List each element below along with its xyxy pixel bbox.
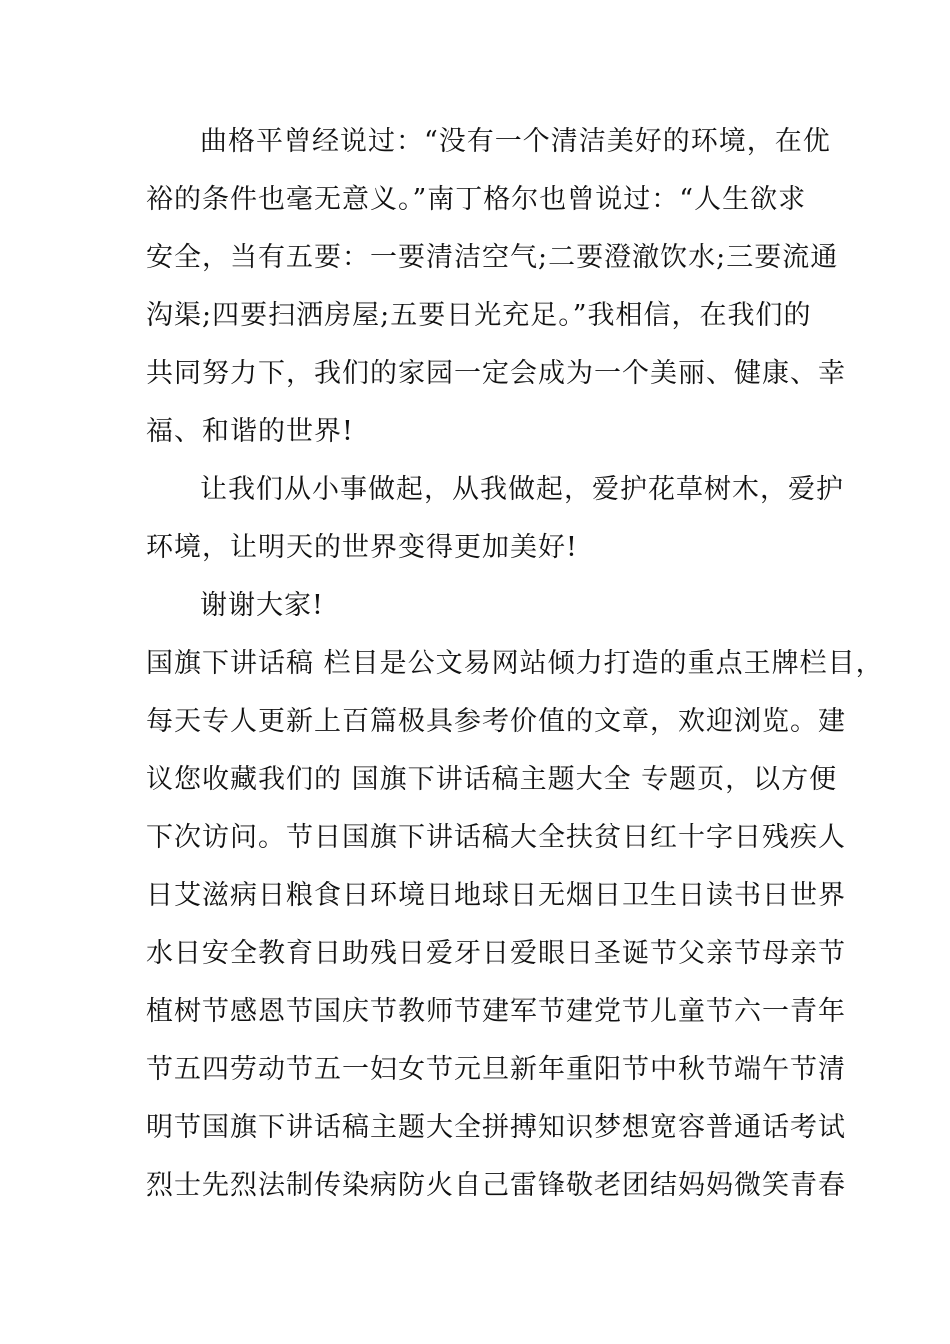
text-line: 植树节感恩节国庆节教师节建军节建党节儿童节六一青年 [146,996,846,1027]
text-line: 沟渠;四要扫洒房屋;五要日光充足。”我相信，在我们的 [146,300,812,331]
text-line: 水日安全教育日助残日爱牙日爱眼日圣诞节父亲节母亲节 [146,938,846,969]
text-line: 环境，让明天的世界变得更加美好! [146,532,578,563]
document-body [146,113,884,1215]
text-line: 议您收藏我们的 国旗下讲话稿主题大全 专题页，以方便 [146,764,838,795]
text-line: 曲格平曾经说过：“没有一个清洁美好的环境，在优 [200,126,831,157]
text-line: 谢谢大家! [200,590,324,621]
text-line: 每天专人更新上百篇极具参考价值的文章，欢迎浏览。建 [146,706,846,737]
text-line: 节五四劳动节五一妇女节元旦新年重阳节中秋节端午节清 [146,1054,846,1085]
text-line: 让我们从小事做起，从我做起，爱护花草树木，爱护 [200,474,844,505]
text-line: 福、和谐的世界! [146,416,354,447]
text-line: 日艾滋病日粮食日环境日地球日无烟日卫生日读书日世界 [146,880,846,911]
text-line: 裕的条件也毫无意义。”南丁格尔也曾说过：“人生欲求 [146,184,807,215]
text-line: 共同努力下，我们的家园一定会成为一个美丽、健康、幸 [146,358,846,389]
text-line: 烈士先烈法制传染病防火自己雷锋敬老团结妈妈微笑青春 [146,1170,846,1201]
text-line: 下次访问。节日国旗下讲话稿大全扶贫日红十字日残疾人 [146,822,846,853]
text-line: 明节国旗下讲话稿主题大全拼搏知识梦想宽容普通话考试 [146,1112,846,1143]
text-line: 国旗下讲话稿 栏目是公文易网站倾力打造的重点王牌栏目， [146,648,884,679]
text-line: 安全，当有五要：一要清洁空气;二要澄澈饮水;三要流通 [146,242,839,273]
